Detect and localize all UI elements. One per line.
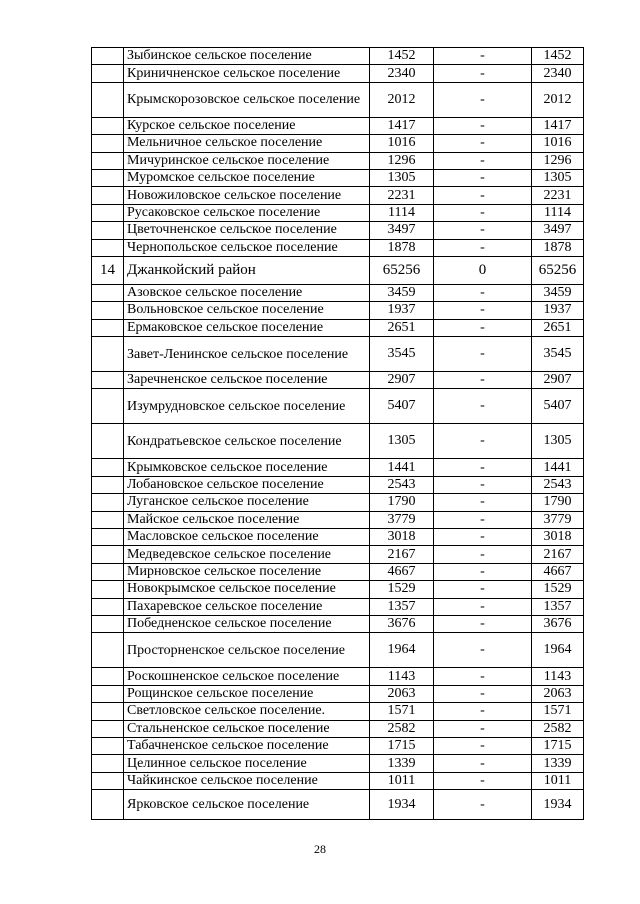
row-number-cell bbox=[92, 615, 124, 632]
settlement-name-cell: Мирновское сельское поселение bbox=[124, 563, 370, 580]
population-value-cell: 3497 bbox=[370, 222, 434, 239]
total-value-cell: 1016 bbox=[532, 135, 584, 152]
change-value-cell: - bbox=[434, 598, 532, 615]
population-value-cell: 2651 bbox=[370, 319, 434, 336]
total-value-cell: 2231 bbox=[532, 187, 584, 204]
total-value-cell: 5407 bbox=[532, 389, 584, 424]
table-row bbox=[92, 82, 584, 117]
total-value-cell: 65256 bbox=[532, 256, 584, 284]
change-value-cell: - bbox=[434, 546, 532, 563]
total-value-cell: 3459 bbox=[532, 284, 584, 301]
change-value-cell: - bbox=[434, 372, 532, 389]
population-value-cell: 2907 bbox=[370, 372, 434, 389]
table-row bbox=[92, 598, 584, 615]
settlement-name-cell: Муромское сельское поселение bbox=[124, 169, 370, 186]
settlement-name-cell: Джанкойский район bbox=[124, 256, 370, 284]
table-row bbox=[92, 65, 584, 82]
total-value-cell: 2167 bbox=[532, 546, 584, 563]
table-row bbox=[92, 529, 584, 546]
table-row bbox=[92, 239, 584, 256]
total-value-cell: 2543 bbox=[532, 476, 584, 493]
table-row bbox=[92, 581, 584, 598]
settlement-name-cell: Целинное сельское поселение bbox=[124, 755, 370, 772]
settlement-name-cell: Курское сельское поселение bbox=[124, 117, 370, 134]
change-value-cell: - bbox=[434, 169, 532, 186]
table-row bbox=[92, 302, 584, 319]
total-value-cell: 1441 bbox=[532, 459, 584, 476]
population-value-cell: 1011 bbox=[370, 772, 434, 789]
change-value-cell: - bbox=[434, 790, 532, 820]
settlement-name-cell: Крымскорозовское сельское поселение bbox=[124, 82, 370, 117]
row-number-cell bbox=[92, 424, 124, 459]
row-number-cell bbox=[92, 187, 124, 204]
total-value-cell: 1964 bbox=[532, 633, 584, 668]
total-value-cell: 1529 bbox=[532, 581, 584, 598]
row-number-cell bbox=[92, 152, 124, 169]
change-value-cell: - bbox=[434, 720, 532, 737]
change-value-cell: - bbox=[434, 302, 532, 319]
settlement-name-cell: Заречненское сельское поселение bbox=[124, 372, 370, 389]
row-number-cell bbox=[92, 511, 124, 528]
row-number-cell bbox=[92, 204, 124, 221]
total-value-cell: 1305 bbox=[532, 424, 584, 459]
table-row bbox=[92, 790, 584, 820]
row-number-cell bbox=[92, 755, 124, 772]
change-value-cell: - bbox=[434, 424, 532, 459]
population-value-cell: 1143 bbox=[370, 668, 434, 685]
row-number-cell bbox=[92, 546, 124, 563]
change-value-cell: - bbox=[434, 48, 532, 65]
settlement-name-cell: Пахаревское сельское поселение bbox=[124, 598, 370, 615]
settlement-name-cell: Вольновское сельское поселение bbox=[124, 302, 370, 319]
page-number: 28 bbox=[314, 842, 326, 856]
settlement-name-cell: Чайкинское сельское поселение bbox=[124, 772, 370, 789]
settlement-name-cell: Луганское сельское поселение bbox=[124, 494, 370, 511]
table-row bbox=[92, 204, 584, 221]
row-number-cell bbox=[92, 598, 124, 615]
table-row bbox=[92, 424, 584, 459]
row-number-cell: 14 bbox=[92, 256, 124, 284]
table-row bbox=[92, 755, 584, 772]
population-value-cell: 1571 bbox=[370, 703, 434, 720]
row-number-cell bbox=[92, 169, 124, 186]
table-row bbox=[92, 720, 584, 737]
population-value-cell: 1934 bbox=[370, 790, 434, 820]
row-number-cell bbox=[92, 494, 124, 511]
change-value-cell: - bbox=[434, 284, 532, 301]
table-row bbox=[92, 615, 584, 632]
total-value-cell: 3779 bbox=[532, 511, 584, 528]
settlement-name-cell: Крымковское сельское поселение bbox=[124, 459, 370, 476]
population-value-cell: 1417 bbox=[370, 117, 434, 134]
row-number-cell bbox=[92, 581, 124, 598]
row-number-cell bbox=[92, 372, 124, 389]
settlement-name-cell: Победненское сельское поселение bbox=[124, 615, 370, 632]
population-value-cell: 3676 bbox=[370, 615, 434, 632]
population-value-cell: 2012 bbox=[370, 82, 434, 117]
row-number-cell bbox=[92, 772, 124, 789]
change-value-cell: - bbox=[434, 204, 532, 221]
population-value-cell: 1339 bbox=[370, 755, 434, 772]
settlement-name-cell: Лобановское сельское поселение bbox=[124, 476, 370, 493]
population-value-cell: 3459 bbox=[370, 284, 434, 301]
change-value-cell: - bbox=[434, 494, 532, 511]
row-number-cell bbox=[92, 668, 124, 685]
total-value-cell: 1878 bbox=[532, 239, 584, 256]
row-number-cell bbox=[92, 476, 124, 493]
change-value-cell: - bbox=[434, 152, 532, 169]
population-value-cell: 2543 bbox=[370, 476, 434, 493]
row-number-cell bbox=[92, 302, 124, 319]
row-number-cell bbox=[92, 389, 124, 424]
row-number-cell bbox=[92, 703, 124, 720]
population-value-cell: 1715 bbox=[370, 737, 434, 754]
total-value-cell: 2012 bbox=[532, 82, 584, 117]
total-value-cell: 2582 bbox=[532, 720, 584, 737]
change-value-cell: - bbox=[434, 633, 532, 668]
population-value-cell: 1305 bbox=[370, 169, 434, 186]
change-value-cell: - bbox=[434, 615, 532, 632]
population-value-cell: 65256 bbox=[370, 256, 434, 284]
change-value-cell: - bbox=[434, 563, 532, 580]
change-value-cell: - bbox=[434, 187, 532, 204]
row-number-cell bbox=[92, 82, 124, 117]
row-number-cell bbox=[92, 337, 124, 372]
row-number-cell bbox=[92, 720, 124, 737]
total-value-cell: 4667 bbox=[532, 563, 584, 580]
table-row bbox=[92, 48, 584, 65]
row-number-cell bbox=[92, 117, 124, 134]
total-value-cell: 2340 bbox=[532, 65, 584, 82]
population-value-cell: 1016 bbox=[370, 135, 434, 152]
total-value-cell: 1715 bbox=[532, 737, 584, 754]
change-value-cell: - bbox=[434, 239, 532, 256]
change-value-cell: - bbox=[434, 529, 532, 546]
change-value-cell: - bbox=[434, 82, 532, 117]
change-value-cell: - bbox=[434, 703, 532, 720]
row-number-cell bbox=[92, 319, 124, 336]
change-value-cell: - bbox=[434, 755, 532, 772]
row-number-cell bbox=[92, 529, 124, 546]
table-row bbox=[92, 546, 584, 563]
population-value-cell: 2063 bbox=[370, 685, 434, 702]
population-value-cell: 1305 bbox=[370, 424, 434, 459]
table-row bbox=[92, 703, 584, 720]
change-value-cell: - bbox=[434, 319, 532, 336]
settlement-name-cell: Табачненское сельское поселение bbox=[124, 737, 370, 754]
total-value-cell: 2907 bbox=[532, 372, 584, 389]
total-value-cell: 1417 bbox=[532, 117, 584, 134]
change-value-cell: - bbox=[434, 737, 532, 754]
total-value-cell: 1357 bbox=[532, 598, 584, 615]
settlement-name-cell: Зыбинское сельское поселение bbox=[124, 48, 370, 65]
population-value-cell: 1937 bbox=[370, 302, 434, 319]
table-row bbox=[92, 459, 584, 476]
total-value-cell: 3018 bbox=[532, 529, 584, 546]
settlement-name-cell: Новокрымское сельское поселение bbox=[124, 581, 370, 598]
change-value-cell: - bbox=[434, 511, 532, 528]
population-value-cell: 2231 bbox=[370, 187, 434, 204]
settlement-name-cell: Масловское сельское поселение bbox=[124, 529, 370, 546]
total-value-cell: 3676 bbox=[532, 615, 584, 632]
district-row bbox=[92, 256, 584, 284]
population-value-cell: 1452 bbox=[370, 48, 434, 65]
table-row bbox=[92, 476, 584, 493]
population-value-cell: 1114 bbox=[370, 204, 434, 221]
row-number-cell bbox=[92, 459, 124, 476]
change-value-cell: - bbox=[434, 65, 532, 82]
table-row bbox=[92, 284, 584, 301]
row-number-cell bbox=[92, 222, 124, 239]
table-body bbox=[92, 48, 584, 820]
settlement-name-cell: Майское сельское поселение bbox=[124, 511, 370, 528]
population-value-cell: 1357 bbox=[370, 598, 434, 615]
settlement-name-cell: Светловское сельское поселение. bbox=[124, 703, 370, 720]
total-value-cell: 1305 bbox=[532, 169, 584, 186]
settlement-name-cell: Рощинское сельское поселение bbox=[124, 685, 370, 702]
population-value-cell: 3779 bbox=[370, 511, 434, 528]
population-value-cell: 1296 bbox=[370, 152, 434, 169]
settlement-name-cell: Азовское сельское поселение bbox=[124, 284, 370, 301]
total-value-cell: 3497 bbox=[532, 222, 584, 239]
change-value-cell: - bbox=[434, 459, 532, 476]
row-number-cell bbox=[92, 790, 124, 820]
settlement-name-cell: Новожиловское сельское поселение bbox=[124, 187, 370, 204]
row-number-cell bbox=[92, 48, 124, 65]
table-row bbox=[92, 494, 584, 511]
change-value-cell: - bbox=[434, 668, 532, 685]
total-value-cell: 1114 bbox=[532, 204, 584, 221]
population-value-cell: 3018 bbox=[370, 529, 434, 546]
population-table bbox=[91, 47, 584, 820]
total-value-cell: 2063 bbox=[532, 685, 584, 702]
table-row bbox=[92, 117, 584, 134]
total-value-cell: 1143 bbox=[532, 668, 584, 685]
settlement-name-cell: Изумрудновское сельское поселение bbox=[124, 389, 370, 424]
population-value-cell: 1878 bbox=[370, 239, 434, 256]
table-row bbox=[92, 668, 584, 685]
total-value-cell: 1571 bbox=[532, 703, 584, 720]
row-number-cell bbox=[92, 65, 124, 82]
row-number-cell bbox=[92, 685, 124, 702]
settlement-name-cell: Завет-Ленинское сельское поселение bbox=[124, 337, 370, 372]
settlement-name-cell: Роскошненское сельское поселение bbox=[124, 668, 370, 685]
settlement-name-cell: Цветочненское сельское поселение bbox=[124, 222, 370, 239]
change-value-cell: - bbox=[434, 135, 532, 152]
change-value-cell: - bbox=[434, 685, 532, 702]
table-row bbox=[92, 685, 584, 702]
population-value-cell: 5407 bbox=[370, 389, 434, 424]
table-row bbox=[92, 737, 584, 754]
population-value-cell: 1441 bbox=[370, 459, 434, 476]
total-value-cell: 1452 bbox=[532, 48, 584, 65]
table-row bbox=[92, 319, 584, 336]
table-row bbox=[92, 222, 584, 239]
population-value-cell: 3545 bbox=[370, 337, 434, 372]
population-value-cell: 2340 bbox=[370, 65, 434, 82]
table-row bbox=[92, 135, 584, 152]
row-number-cell bbox=[92, 284, 124, 301]
total-value-cell: 2651 bbox=[532, 319, 584, 336]
table-row bbox=[92, 187, 584, 204]
population-value-cell: 2167 bbox=[370, 546, 434, 563]
total-value-cell: 1296 bbox=[532, 152, 584, 169]
table-row bbox=[92, 772, 584, 789]
row-number-cell bbox=[92, 633, 124, 668]
settlement-name-cell: Ермаковское сельское поселение bbox=[124, 319, 370, 336]
change-value-cell: - bbox=[434, 772, 532, 789]
total-value-cell: 1011 bbox=[532, 772, 584, 789]
change-value-cell: - bbox=[434, 476, 532, 493]
change-value-cell: - bbox=[434, 222, 532, 239]
row-number-cell bbox=[92, 737, 124, 754]
table-row bbox=[92, 169, 584, 186]
table-row bbox=[92, 152, 584, 169]
table-row bbox=[92, 563, 584, 580]
total-value-cell: 1937 bbox=[532, 302, 584, 319]
settlement-name-cell: Русаковское сельское поселение bbox=[124, 204, 370, 221]
total-value-cell: 1790 bbox=[532, 494, 584, 511]
change-value-cell: - bbox=[434, 581, 532, 598]
population-value-cell: 2582 bbox=[370, 720, 434, 737]
population-value-cell: 1529 bbox=[370, 581, 434, 598]
table-row bbox=[92, 372, 584, 389]
change-value-cell: 0 bbox=[434, 256, 532, 284]
total-value-cell: 1339 bbox=[532, 755, 584, 772]
row-number-cell bbox=[92, 563, 124, 580]
settlement-name-cell: Криничненское сельское поселение bbox=[124, 65, 370, 82]
change-value-cell: - bbox=[434, 389, 532, 424]
population-value-cell: 1964 bbox=[370, 633, 434, 668]
change-value-cell: - bbox=[434, 117, 532, 134]
table-row bbox=[92, 337, 584, 372]
row-number-cell bbox=[92, 239, 124, 256]
settlement-name-cell: Мельничное сельское поселение bbox=[124, 135, 370, 152]
total-value-cell: 3545 bbox=[532, 337, 584, 372]
settlement-name-cell: Чернопольское сельское поселение bbox=[124, 239, 370, 256]
population-value-cell: 1790 bbox=[370, 494, 434, 511]
table-row bbox=[92, 389, 584, 424]
population-value-cell: 4667 bbox=[370, 563, 434, 580]
settlement-name-cell: Ярковское сельское поселение bbox=[124, 790, 370, 820]
settlement-name-cell: Мичуринское сельское поселение bbox=[124, 152, 370, 169]
row-number-cell bbox=[92, 135, 124, 152]
settlement-name-cell: Стальненское сельское поселение bbox=[124, 720, 370, 737]
settlement-name-cell: Кондратьевское сельское поселение bbox=[124, 424, 370, 459]
total-value-cell: 1934 bbox=[532, 790, 584, 820]
table-row bbox=[92, 511, 584, 528]
table-row bbox=[92, 633, 584, 668]
settlement-name-cell: Медведевское сельское поселение bbox=[124, 546, 370, 563]
change-value-cell: - bbox=[434, 337, 532, 372]
settlement-name-cell: Просторненское сельское поселение bbox=[124, 633, 370, 668]
